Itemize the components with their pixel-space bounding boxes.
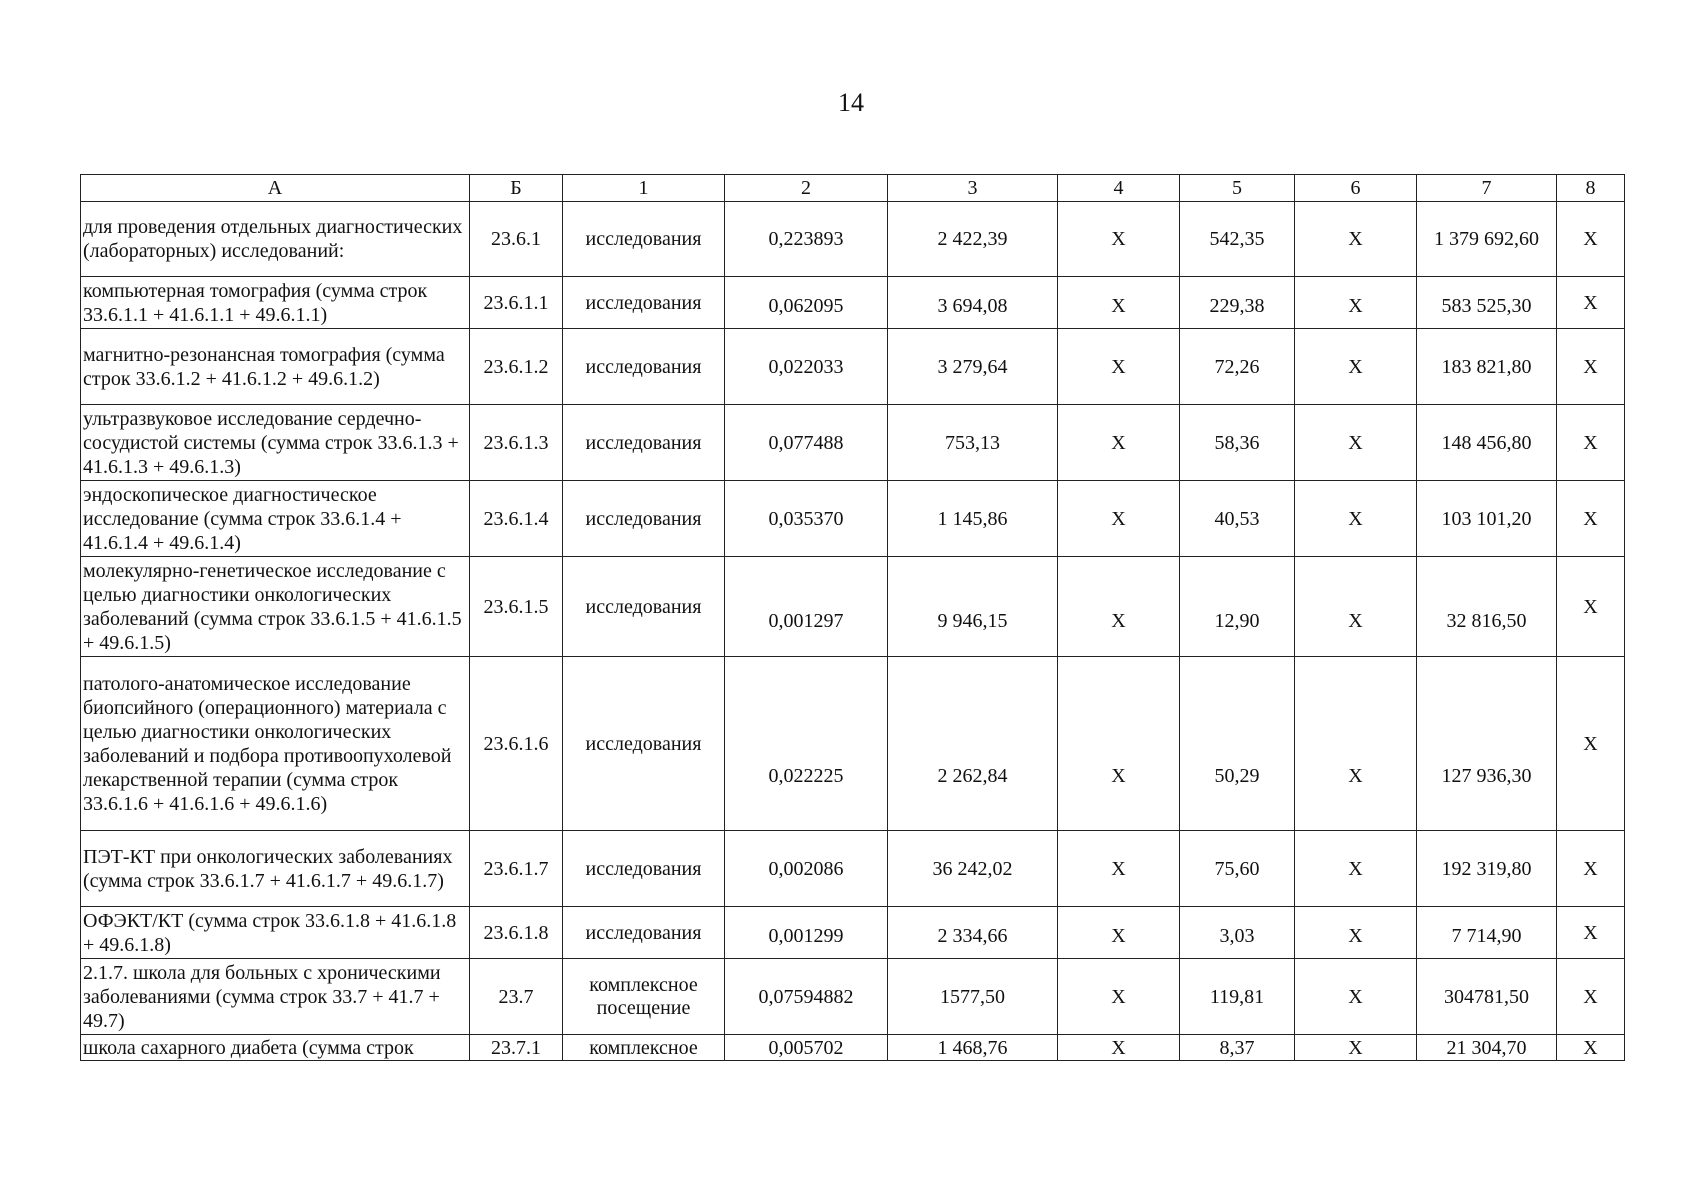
row-col-5: 40,53 xyxy=(1180,481,1295,557)
row-description: магнитно-резонансная томография (сумма строк 33.6.1.2 + 41.6.1.2 + 49.6.1.2) xyxy=(81,329,470,405)
table-row xyxy=(81,557,1625,657)
page-number: 14 xyxy=(838,88,864,117)
row-col-5: 542,35 xyxy=(1180,202,1295,277)
row-col-4: Х xyxy=(1058,481,1180,557)
row-col-7: 1 379 692,60 xyxy=(1417,202,1557,277)
row-unit: исследования xyxy=(563,202,725,277)
row-col-6: Х xyxy=(1295,329,1417,405)
row-col-3: 2 334,66 xyxy=(888,907,1058,959)
row-col-5: 229,38 xyxy=(1180,277,1295,329)
table-row xyxy=(81,907,1625,959)
row-description: 2.1.7. школа для больных с хроническими заболеваниями (сумма строк 33.7 + 41.7 + 49.7) xyxy=(81,959,470,1035)
row-col-2: 0,062095 xyxy=(725,277,888,329)
row-col-7: 304781,50 xyxy=(1417,959,1557,1035)
row-col-6: Х xyxy=(1295,405,1417,481)
row-col-5: 119,81 xyxy=(1180,959,1295,1035)
row-col-8: Х xyxy=(1557,831,1625,907)
row-col-7: 127 936,30 xyxy=(1417,657,1557,831)
row-col-4: Х xyxy=(1058,405,1180,481)
row-col-3: 9 946,15 xyxy=(888,557,1058,657)
row-unit: исследования xyxy=(563,277,725,329)
row-code: 23.6.1.5 xyxy=(470,557,563,657)
row-description: школа сахарного диабета (сумма строк xyxy=(81,1035,470,1061)
table-row xyxy=(81,1035,1625,1061)
row-col-2: 0,07594882 xyxy=(725,959,888,1035)
row-col-3: 1 468,76 xyxy=(888,1035,1058,1061)
row-col-2: 0,001297 xyxy=(725,557,888,657)
row-col-2: 0,022033 xyxy=(725,329,888,405)
row-description: компьютерная томография (сумма строк 33.6.1.1 + 41.6.1.1 + 49.6.1.1) xyxy=(81,277,470,329)
row-unit: комплексное посещение xyxy=(563,959,725,1035)
row-code: 23.6.1.4 xyxy=(470,481,563,557)
row-col-7: 148 456,80 xyxy=(1417,405,1557,481)
header-cell: Б xyxy=(470,175,563,202)
row-unit: исследования xyxy=(563,329,725,405)
row-unit: исследования xyxy=(563,481,725,557)
row-col-4: Х xyxy=(1058,277,1180,329)
row-col-3: 753,13 xyxy=(888,405,1058,481)
row-col-5: 12,90 xyxy=(1180,557,1295,657)
row-col-3: 2 422,39 xyxy=(888,202,1058,277)
table-row xyxy=(81,831,1625,907)
row-description: ультразвуковое исследование сердечно-сосудистой системы (сумма строк 33.6.1.3 + 41.6.1.3 + 49.6.1.3) xyxy=(81,405,470,481)
row-col-4: Х xyxy=(1058,959,1180,1035)
row-col-8: Х xyxy=(1557,405,1625,481)
row-col-5: 58,36 xyxy=(1180,405,1295,481)
row-col-2: 0,223893 xyxy=(725,202,888,277)
row-col-5: 3,03 xyxy=(1180,907,1295,959)
row-code: 23.6.1.8 xyxy=(470,907,563,959)
row-description: ПЭТ-КТ при онкологических заболеваниях (сумма строк 33.6.1.7 + 41.6.1.7 + 49.6.1.7) xyxy=(81,831,470,907)
row-col-2: 0,022225 xyxy=(725,657,888,831)
row-col-5: 50,29 xyxy=(1180,657,1295,831)
row-col-8: Х xyxy=(1557,329,1625,405)
row-col-3: 2 262,84 xyxy=(888,657,1058,831)
row-description: для проведения отдельных диагностических (лабораторных) исследований: xyxy=(81,202,470,277)
row-col-6: Х xyxy=(1295,959,1417,1035)
row-col-6: Х xyxy=(1295,202,1417,277)
row-unit: исследования xyxy=(563,831,725,907)
header-cell: 3 xyxy=(888,175,1058,202)
row-col-8: Х xyxy=(1557,907,1625,959)
row-col-3: 1577,50 xyxy=(888,959,1058,1035)
row-code: 23.7 xyxy=(470,959,563,1035)
row-unit: исследования xyxy=(563,557,725,657)
row-col-5: 75,60 xyxy=(1180,831,1295,907)
row-col-4: Х xyxy=(1058,657,1180,831)
row-col-7: 7 714,90 xyxy=(1417,907,1557,959)
row-col-8: Х xyxy=(1557,1035,1625,1061)
row-col-4: Х xyxy=(1058,1035,1180,1061)
table-row xyxy=(81,481,1625,557)
row-description: патолого-анатомическое исследование биопсийного (операционного) материала с целью диагностики онкологических заболеваний и подбора противоопухолевой лекарственной терапии (сумма строк 33.6.1.6 + 41.6.1.6 + 49.6.1.6) xyxy=(81,657,470,831)
row-col-6: Х xyxy=(1295,277,1417,329)
header-cell: 5 xyxy=(1180,175,1295,202)
row-col-4: Х xyxy=(1058,202,1180,277)
row-col-7: 32 816,50 xyxy=(1417,557,1557,657)
row-col-7: 583 525,30 xyxy=(1417,277,1557,329)
row-col-3: 1 145,86 xyxy=(888,481,1058,557)
row-col-5: 8,37 xyxy=(1180,1035,1295,1061)
row-col-3: 3 279,64 xyxy=(888,329,1058,405)
row-description: ОФЭКТ/КТ (сумма строк 33.6.1.8 + 41.6.1.8 + 49.6.1.8) xyxy=(81,907,470,959)
row-col-7: 192 319,80 xyxy=(1417,831,1557,907)
table-row xyxy=(81,277,1625,329)
header-cell: 7 xyxy=(1417,175,1557,202)
row-unit: исследования xyxy=(563,907,725,959)
table-row xyxy=(81,202,1625,277)
row-col-6: Х xyxy=(1295,831,1417,907)
row-col-7: 103 101,20 xyxy=(1417,481,1557,557)
header-cell: А xyxy=(81,175,470,202)
row-col-8: Х xyxy=(1557,481,1625,557)
row-col-2: 0,002086 xyxy=(725,831,888,907)
row-code: 23.6.1 xyxy=(470,202,563,277)
row-col-6: Х xyxy=(1295,481,1417,557)
row-col-6: Х xyxy=(1295,557,1417,657)
row-code: 23.6.1.6 xyxy=(470,657,563,831)
row-col-4: Х xyxy=(1058,329,1180,405)
table-row xyxy=(81,405,1625,481)
header-cell: 1 xyxy=(563,175,725,202)
row-col-5: 72,26 xyxy=(1180,329,1295,405)
header-cell: 8 xyxy=(1557,175,1625,202)
row-unit: исследования xyxy=(563,405,725,481)
row-col-3: 36 242,02 xyxy=(888,831,1058,907)
row-col-4: Х xyxy=(1058,831,1180,907)
table-row xyxy=(81,959,1625,1035)
row-col-2: 0,077488 xyxy=(725,405,888,481)
row-col-6: Х xyxy=(1295,657,1417,831)
header-cell: 6 xyxy=(1295,175,1417,202)
row-code: 23.6.1.7 xyxy=(470,831,563,907)
row-col-6: Х xyxy=(1295,1035,1417,1061)
row-col-8: Х xyxy=(1557,959,1625,1035)
row-col-7: 21 304,70 xyxy=(1417,1035,1557,1061)
row-code: 23.7.1 xyxy=(470,1035,563,1061)
row-col-8: Х xyxy=(1557,277,1625,329)
row-description: молекулярно-генетическое исследование с целью диагностики онкологических заболеваний (сумма строк 33.6.1.5 + 41.6.1.5 + 49.6.1.5) xyxy=(81,557,470,657)
row-description: эндоскопическое диагностическое исследование (сумма строк 33.6.1.4 + 41.6.1.4 + 49.6.1.4) xyxy=(81,481,470,557)
row-col-2: 0,005702 xyxy=(725,1035,888,1061)
header-cell: 4 xyxy=(1058,175,1180,202)
row-col-6: Х xyxy=(1295,907,1417,959)
header-cell: 2 xyxy=(725,175,888,202)
table-row xyxy=(81,657,1625,831)
row-unit: исследования xyxy=(563,657,725,831)
header-row xyxy=(81,175,1625,202)
row-unit: комплексное xyxy=(563,1035,725,1061)
row-code: 23.6.1.1 xyxy=(470,277,563,329)
row-code: 23.6.1.3 xyxy=(470,405,563,481)
table-row xyxy=(81,329,1625,405)
row-col-4: Х xyxy=(1058,907,1180,959)
row-col-8: Х xyxy=(1557,657,1625,831)
row-code: 23.6.1.2 xyxy=(470,329,563,405)
data-table xyxy=(80,174,1625,1061)
row-col-8: Х xyxy=(1557,202,1625,277)
row-col-2: 0,035370 xyxy=(725,481,888,557)
row-col-8: Х xyxy=(1557,557,1625,657)
row-col-7: 183 821,80 xyxy=(1417,329,1557,405)
row-col-3: 3 694,08 xyxy=(888,277,1058,329)
row-col-2: 0,001299 xyxy=(725,907,888,959)
row-col-4: Х xyxy=(1058,557,1180,657)
